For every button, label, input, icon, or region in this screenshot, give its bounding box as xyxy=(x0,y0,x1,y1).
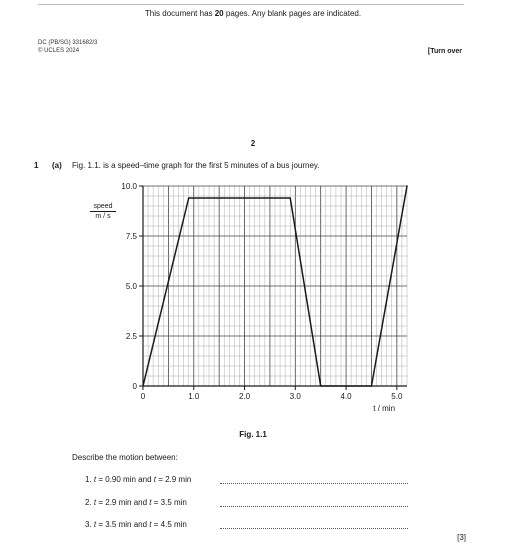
y-tick-label: 0 xyxy=(132,382,137,391)
question-part: (a) xyxy=(52,161,62,170)
y-tick-label: 7.5 xyxy=(125,232,137,241)
x-axis-label: t / min xyxy=(373,404,396,413)
y-axis-label-unit: m / s xyxy=(95,213,111,220)
item-variable: t xyxy=(153,475,156,484)
figure-caption: Fig. 1.1 xyxy=(239,430,267,439)
item-variable: t xyxy=(149,520,152,529)
marks-allocation: [3] xyxy=(457,533,466,542)
y-axis-label-quantity: speed xyxy=(93,203,113,210)
item-number: 2. xyxy=(85,498,92,507)
question-text: Fig. 1.1. is a speed–time graph for the first 5 minutes of a bus journey. xyxy=(72,161,320,170)
y-tick-label: 2.5 xyxy=(125,332,137,341)
item-text: = 4.5 min xyxy=(151,520,187,529)
x-tick-label: 5.0 xyxy=(391,392,403,401)
answer-line-3[interactable] xyxy=(220,528,408,529)
notice-text-end: pages. Any blank pages are indicated. xyxy=(223,9,362,18)
describe-prompt: Describe the motion between: xyxy=(72,453,178,462)
notice-text-start: This document has xyxy=(144,9,215,18)
answer-line-1[interactable] xyxy=(220,483,408,484)
data-point xyxy=(188,197,190,199)
turn-over-label: [Turn over xyxy=(427,48,462,55)
item-text: = 3.5 min and xyxy=(96,520,150,529)
y-tick-label: 10.0 xyxy=(121,182,137,191)
notice-page-count: 20 xyxy=(214,9,224,18)
item-text: = 0.90 min and xyxy=(96,475,154,484)
x-tick-label: 2.0 xyxy=(238,392,251,401)
data-point xyxy=(142,385,144,387)
item-text: = 2.9 min and xyxy=(96,498,150,507)
item-text: = 2.9 min xyxy=(155,475,192,484)
copyright-line: © UCLES 2024 xyxy=(38,47,80,54)
item-variable: t xyxy=(149,498,152,507)
data-point xyxy=(406,185,408,187)
data-point xyxy=(371,385,373,387)
answer-line-2[interactable] xyxy=(220,506,408,507)
data-point xyxy=(320,385,322,387)
item-variable: t xyxy=(93,498,97,507)
answer-item-1 xyxy=(85,475,191,484)
data-point xyxy=(289,197,291,199)
item-number: 1. xyxy=(85,475,92,484)
x-tick-label: 3.0 xyxy=(289,392,301,401)
item-text: = 3.5 min xyxy=(151,498,187,507)
page-number: 2 xyxy=(250,139,256,148)
x-tick-label: 1.0 xyxy=(188,392,200,401)
item-variable: t xyxy=(93,475,97,484)
y-tick-label: 5.0 xyxy=(125,282,137,291)
answer-item-3 xyxy=(85,520,187,529)
x-tick-label: 4.0 xyxy=(340,392,352,401)
answer-item-2 xyxy=(85,498,187,507)
item-variable: t xyxy=(93,520,97,529)
reference-code: DC (PB/SG) 331682/3 xyxy=(38,40,98,46)
question-number: 1 xyxy=(34,161,39,170)
x-tick-label: 0 xyxy=(140,392,146,401)
item-number: 3. xyxy=(85,520,92,529)
